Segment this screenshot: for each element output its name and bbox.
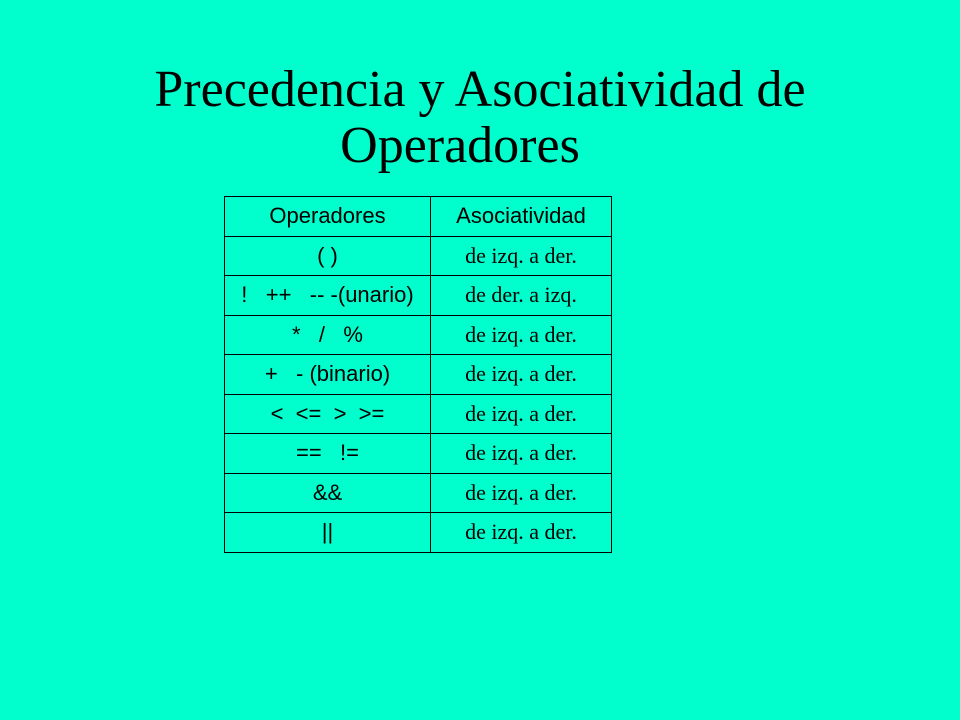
slide-title (0, 62, 960, 174)
precedence-table (224, 196, 612, 553)
operators-cell: && (225, 473, 431, 513)
operators-cell: == != (225, 434, 431, 474)
title-line-1: Precedencia y Asociatividad de (154, 61, 806, 118)
associativity-cell: de izq. a der. (431, 315, 612, 355)
associativity-cell: de izq. a der. (431, 473, 612, 513)
table-row (225, 315, 612, 355)
operators-cell: ( ) (225, 236, 431, 276)
table-header-row (225, 197, 612, 237)
table-row (225, 394, 612, 434)
title-line-2: Operadores (340, 117, 580, 174)
table-row (225, 276, 612, 316)
table-row (225, 513, 612, 553)
operators-cell: || (225, 513, 431, 553)
operators-cell: < <= > >= (225, 394, 431, 434)
operators-cell: * / % (225, 315, 431, 355)
table-row (225, 236, 612, 276)
associativity-cell: de izq. a der. (431, 394, 612, 434)
operators-cell: ! ++ -- -(unario) (225, 276, 431, 316)
associativity-cell: de izq. a der. (431, 355, 612, 395)
table-row (225, 434, 612, 474)
header-operators: Operadores (225, 197, 431, 237)
associativity-cell: de izq. a der. (431, 434, 612, 474)
associativity-cell: de der. a izq. (431, 276, 612, 316)
header-associativity: Asociatividad (431, 197, 612, 237)
table-row (225, 473, 612, 513)
associativity-cell: de izq. a der. (431, 236, 612, 276)
associativity-cell: de izq. a der. (431, 513, 612, 553)
table-row (225, 355, 612, 395)
operators-cell: + - (binario) (225, 355, 431, 395)
